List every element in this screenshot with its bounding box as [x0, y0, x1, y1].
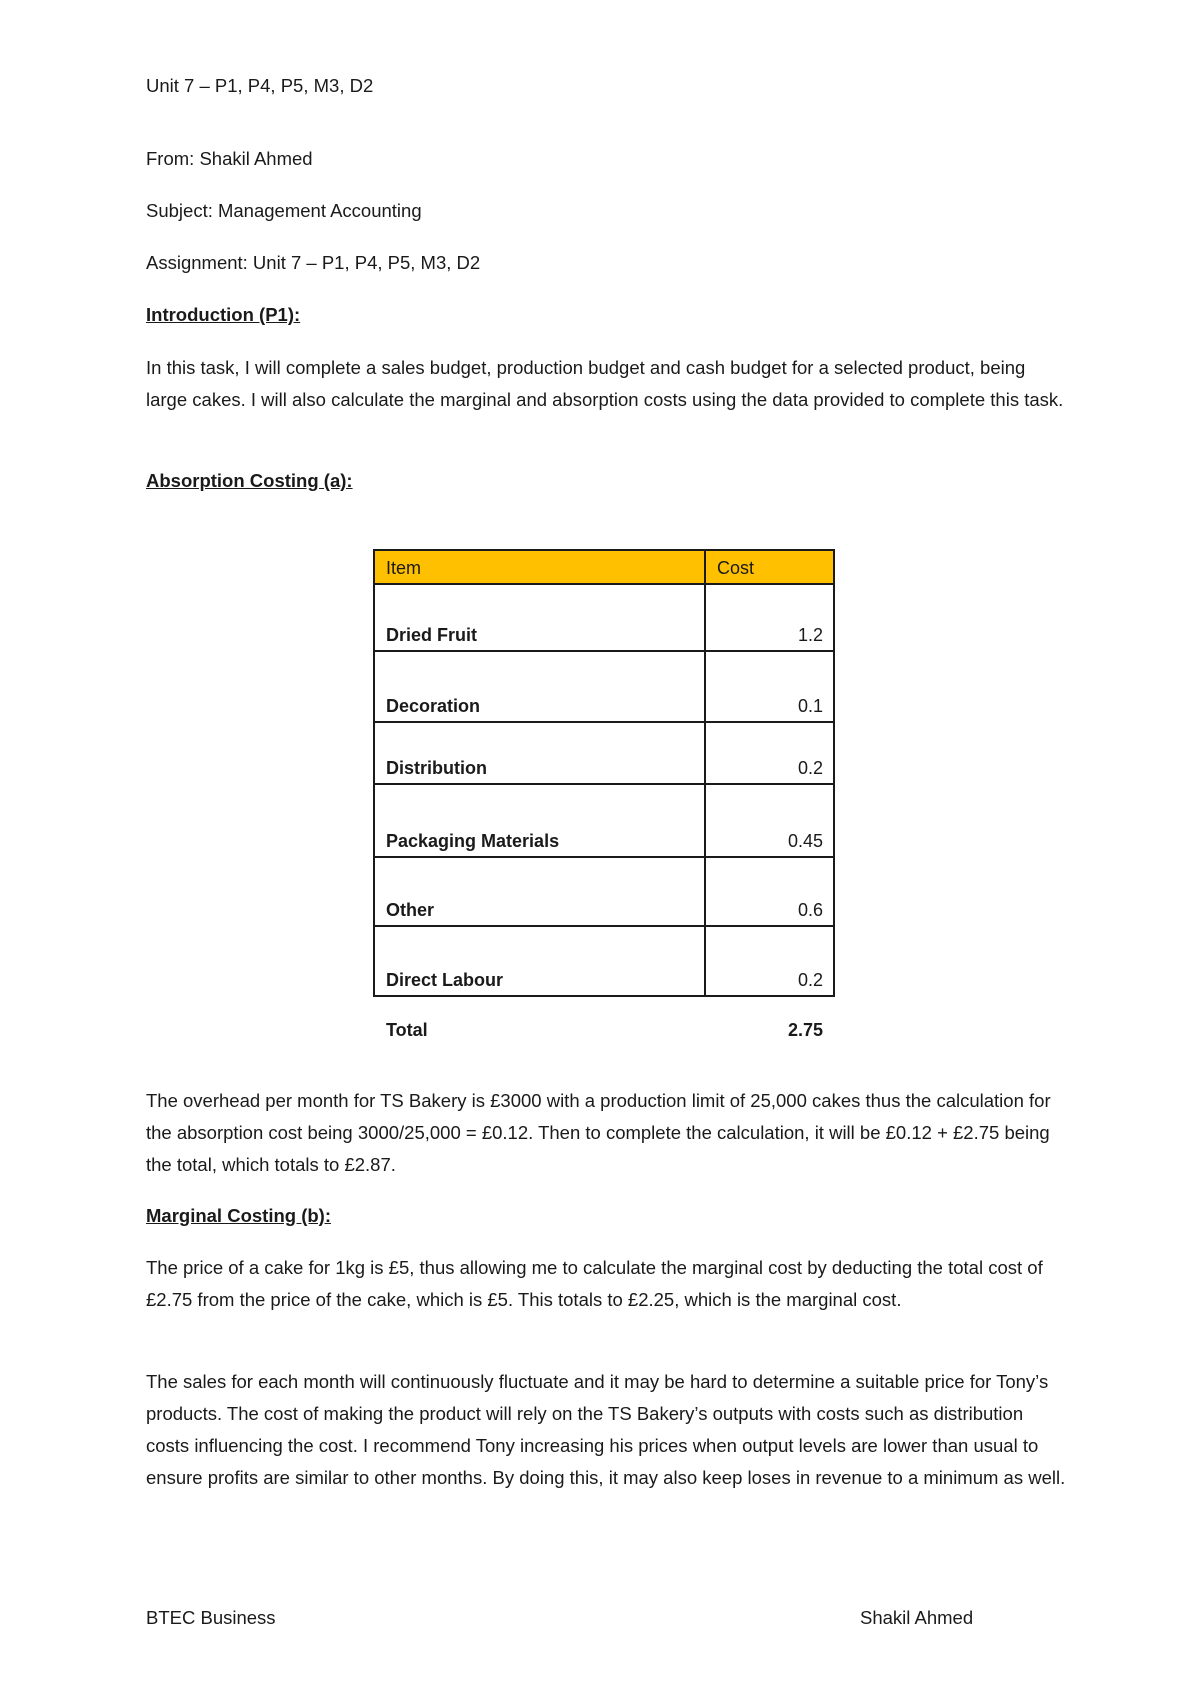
marginal-heading: Marginal Costing (b): — [146, 1205, 331, 1226]
table-row — [374, 926, 834, 996]
introduction-paragraph: In this task, I will complete a sales budget, production budget and cash budget for a selected product, being large cakes. I will also calculate the marginal and absorption costs using the data provided to complete this task. — [146, 357, 1064, 410]
footer-left: BTEC Business — [146, 1607, 276, 1628]
cost-cell: 0.2 — [705, 926, 834, 996]
cost-cell: 0.1 — [705, 651, 834, 722]
cost-cell: 0.6 — [705, 857, 834, 926]
table-header-row — [374, 550, 834, 584]
unit-title: Unit 7 – P1, P4, P5, M3, D2 — [146, 75, 374, 96]
item-cell: Direct Labour — [374, 926, 705, 996]
table-row — [374, 584, 834, 651]
cost-cell: 0.45 — [705, 784, 834, 857]
item-cell: Other — [374, 857, 705, 926]
item-cell: Decoration — [374, 651, 705, 722]
table-row — [374, 722, 834, 784]
cost-cell: 1.2 — [705, 584, 834, 651]
total-value: 2.75 — [787, 1020, 823, 1040]
marginal-paragraph-2: The sales for each month will continuously fluctuate and it may be hard to determine a suitable price for Tony’s products. The cost of making the product will rely on the TS Bakery’s outputs with costs such as distribution costs influencing the cost. I recommend Tony increasing his prices when output levels are lower than usual to ensure profits are similar to other months. By doing this, it may also keep loses in revenue to a minimum as well. — [146, 1371, 1066, 1488]
absorption-paragraph: The overhead per month for TS Bakery is £3000 with a production limit of 25,000 cakes thus the calculation for the absorption cost being 3000/25,000 = £0.12. Then to complete the calculation, it will be £0.12 + £2.75 being the total, which totals to £2.87. — [146, 1090, 1051, 1175]
item-cell: Packaging Materials — [374, 784, 705, 857]
item-column-header: Item — [374, 550, 705, 584]
footer-right: Shakil Ahmed — [860, 1607, 974, 1628]
item-cell: Dried Fruit — [374, 584, 705, 651]
marginal-paragraph-1: The price of a cake for 1kg is £5, thus allowing me to calculate the marginal cost by deducting the total cost of £2.75 from the price of the cake, which is £5. This totals to £2.25, which is the marginal cost. — [146, 1257, 1043, 1310]
cost-column-header: Cost — [705, 550, 834, 584]
total-label: Total — [386, 1020, 428, 1040]
table-row — [374, 857, 834, 926]
cost-cell: 0.2 — [705, 722, 834, 784]
absorption-heading: Absorption Costing (a): — [146, 470, 353, 491]
item-cell: Distribution — [374, 722, 705, 784]
introduction-heading: Introduction (P1): — [146, 304, 301, 325]
subject-line: Subject: Management Accounting — [146, 200, 422, 221]
assignment-line: Assignment: Unit 7 – P1, P4, P5, M3, D2 — [146, 252, 481, 273]
table-row — [374, 784, 834, 857]
cost-table — [373, 549, 835, 997]
total-row — [373, 1020, 835, 1050]
from-line: From: Shakil Ahmed — [146, 148, 313, 169]
table-row — [374, 651, 834, 722]
